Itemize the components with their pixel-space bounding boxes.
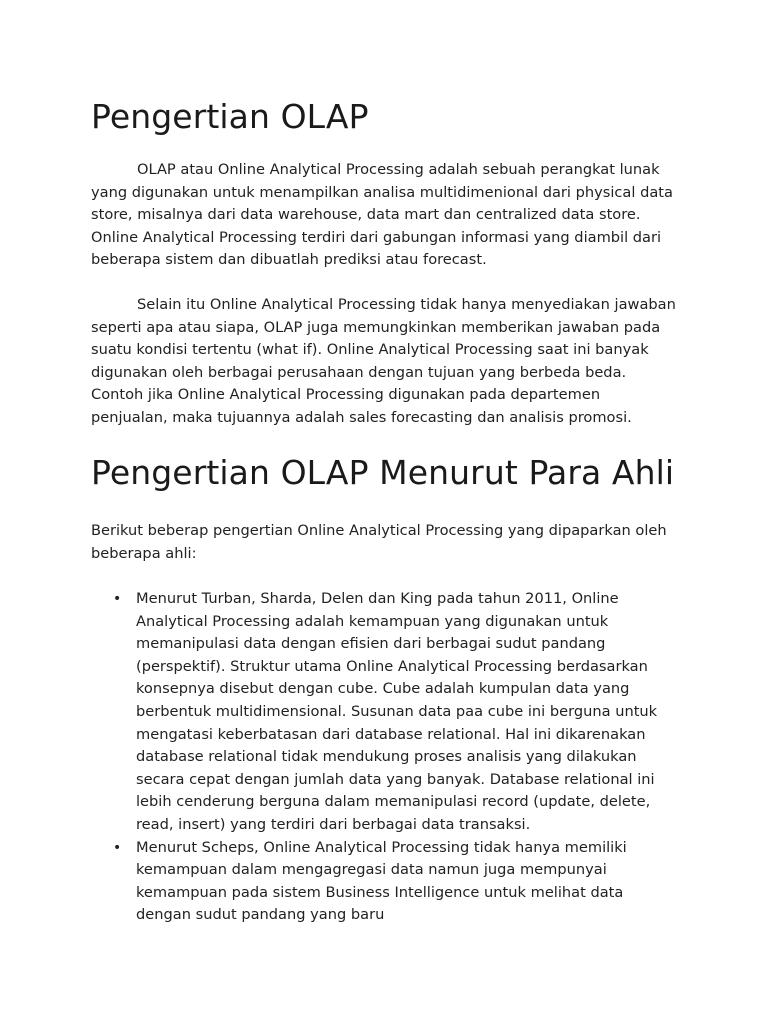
expert-definitions-list <box>91 588 681 927</box>
paragraph-intro: Berikut beberap pengertian Online Analytical Processing yang dipaparkan oleh beberapa ahli: <box>91 522 667 562</box>
list-item <box>91 837 681 927</box>
heading-pengertian-olap: Pengertian OLAP <box>91 97 369 136</box>
paragraph-usage: Selain itu Online Analytical Processing tidak hanya menyediakan jawaban seperti apa atau siapa, OLAP juga memungkinkan memberikan jawaban pada suatu kondisi tertentu (what if). Online Analytical Processing saat ini banyak digunakan oleh berbagai perusahaan dengan tujuan yang berbeda beda. Contoh jika Online Analytical Processing digunakan pada departemen penjualan, maka tujuannya adalah sales forecasting dan analisis promosi. <box>91 296 676 426</box>
paragraph-definition: OLAP atau Online Analytical Processing adalah sebuah perangkat lunak yang digunakan untuk menampilkan analisa multidimenional dari physical data store, misalnya dari data warehouse, data mart dan centralized data store. Online Analytical Processing terdiri dari gabungan informasi yang diambil dari beberapa sistem dan dibuatlah prediksi atau forecast. <box>91 161 673 269</box>
list-item-text: Menurut Scheps, Online Analytical Processing tidak hanya memiliki kemampuan dalam mengagregasi data namun juga mempunyai kemampuan pada sistem Business Intelligence untuk melihat data dengan sudut pandang yang baru <box>136 838 627 924</box>
bullet-icon: • <box>113 839 122 856</box>
heading-menurut-para-ahli: Pengertian OLAP Menurut Para Ahli <box>91 453 675 492</box>
list-item <box>91 588 681 837</box>
list-item-text: Menurut Turban, Sharda, Delen dan King pada tahun 2011, Online Analytical Processing adalah kemampuan yang digunakan untuk memanipulasi data dengan efisien dari berbagai sudut pandang (perspektif). Struktur utama Online Analytical Processing berdasarkan konsepnya disebut dengan cube. Cube adalah kumpulan data yang berbentuk multidimensional. Susunan data paa cube ini berguna untuk mengatasi keberbatasan dari database relational. Hal ini dikarenakan database relational tidak mendukung proses analisis yang dilakukan secara cepat dengan jumlah data yang banyak. Database relational ini lebih cenderung berguna dalam memanipulasi record (update, delete, read, insert) yang terdiri dari berbagai data transaksi. <box>136 590 658 833</box>
bullet-icon: • <box>113 591 122 607</box>
